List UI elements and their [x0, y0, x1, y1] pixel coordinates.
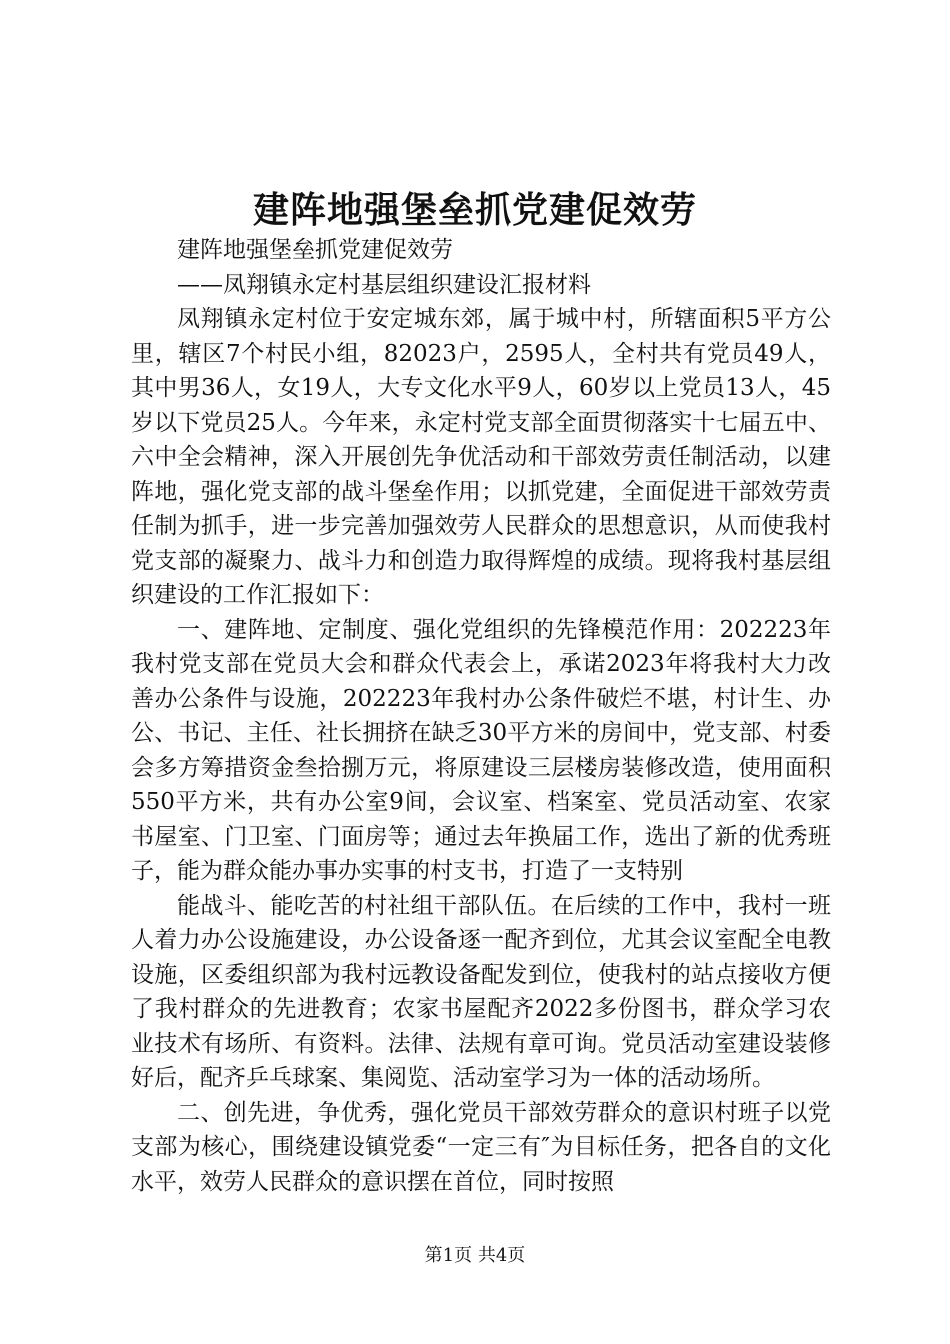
subtitle-source-line: ——凤翔镇永定村基层组织建设汇报材料	[177, 271, 591, 298]
body-paragraph: 二、创先进，争优秀，强化党员干部效劳群众的意识村班子以党支部为核心，围绕建设镇党委“一定三有″为目标任务，把各自的文化水平，效劳人民群众的意识摆在首位，同时按照	[131, 1099, 831, 1195]
subtitle-line: 建阵地强堡垒抓党建促效劳	[177, 237, 453, 263]
document-title: 建阵地强堡垒抓党建促效劳	[252, 189, 697, 231]
body-paragraph: 凤翔镇永定村位于安定城东郊，属于城中村，所辖面积5平方公里，辖区7个村民小组，82023户，2595人，全村共有党员49人，其中男36人，女19人，大专文化水平9人，60岁以上党员13人，45岁以下党员25人。今年来，永定村党支部全面贯彻落实十七届五中、六中全会精神，深入开展创先争优活动和干部效劳责任制活动，以建阵地，强化党支部的战斗堡垒作用；以抓党建，全面促进干部效劳责任制为抓手，进一步完善加强效劳人民群众的思想意识，从而使我村党支部的凝聚力、战斗力和创造力取得辉煌的成绩。现将我村基层组织建设的工作汇报如下：	[131, 306, 831, 608]
body-paragraph: 一、建阵地、定制度、强化党组织的先锋模范作用：202223年我村党支部在党员大会和群众代表会上，承诺2023年将我村大力改善办公条件与设施，202223年我村办公条件破烂不堪，村计生、办公、书记、主任、社长拥挤在缺乏30平方米的房间中，党支部、村委会多方筹措资金叁拾捌万元，将原建设三层楼房装修改造，使用面积550平方米，共有办公室9间，会议室、档案室、党员活动室、农家书屋室、门卫室、门面房等；通过去年换届工作，选出了新的优秀班子，能为群众能办事办实事的村支书，打造了一支特别	[131, 616, 831, 884]
page-number-footer: 第1页 共4页	[424, 1245, 526, 1266]
body-paragraph: 能战斗、能吃苦的村社组干部队伍。在后续的工作中，我村一班人着力办公设施建设，办公设备逐一配齐到位，尤其会议室配全电教设施，区委组织部为我村远教设备配发到位，使我村的站点接收方便了我村群众的先进教育；农家书屋配齐2022多份图书，群众学习农业技术有场所、有资料。法律、法规有章可询。党员活动室建设装修好后，配齐乒乓球案、集阅览、活动室学习为一体的活动场所。	[131, 892, 831, 1091]
document-body	[131, 233, 831, 1199]
